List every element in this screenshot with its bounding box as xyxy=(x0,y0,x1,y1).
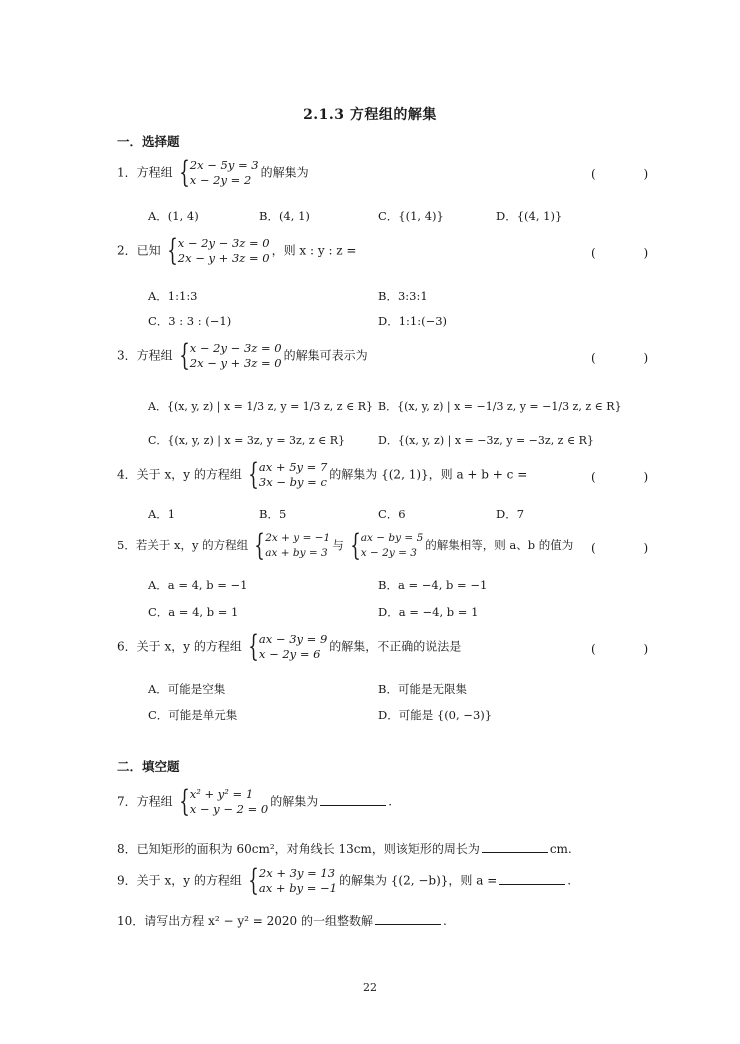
question-1 xyxy=(117,155,309,190)
question-8 xyxy=(117,841,572,857)
option-d: D．{(4, 1)} xyxy=(496,209,563,223)
question-7 xyxy=(117,784,393,819)
equation: x − 2y = 3 xyxy=(360,547,417,559)
equation: 2x − y + 3z = 0 xyxy=(177,251,270,265)
question-text: 10．请写出方程 x² − y² = 2020 的一组整数解 xyxy=(117,914,373,928)
answer-parentheses: ( ) xyxy=(591,167,671,181)
question-text: 与 xyxy=(332,538,344,552)
page-title: 2.1.3 方程组的解集 xyxy=(303,107,437,123)
question-number: 6． xyxy=(117,639,137,654)
option-c: C．可能是单元集 xyxy=(148,708,238,722)
question-text: 方程组 xyxy=(136,348,173,363)
question-number: 1． xyxy=(117,165,137,180)
question-text: 8．已知矩形的面积为 60cm²，对角线长 13cm，则该矩形的周长为 xyxy=(117,842,480,856)
equation: ax − 3y = 9 xyxy=(258,632,328,646)
question-text: 方程组 xyxy=(136,165,173,180)
equation-system: { ax − by = 5 x − 2y = 3 xyxy=(349,528,424,563)
question-number: 9． xyxy=(117,873,137,888)
question-10 xyxy=(117,913,447,929)
answer-parentheses: ( ) xyxy=(591,541,671,555)
equation: ax − by = 5 xyxy=(360,532,424,544)
option-c: C．{(x, y, z) | x = 3z, y = 3z, z ∈ R} xyxy=(148,434,346,447)
question-3 xyxy=(117,338,368,373)
equation: x − y − 2 = 0 xyxy=(189,802,269,816)
option-b: B．a = −4, b = −1 xyxy=(378,578,488,592)
equation-system: { ax + 5y = 7 3x − by = c xyxy=(248,457,328,492)
question-4 xyxy=(117,457,528,492)
option-b: B．{(x, y, z) | x = −1/3 z, y = −1/3 z, z ∈ R} xyxy=(378,400,622,413)
answer-parentheses: ( ) xyxy=(591,351,671,365)
option-d: D．a = −4, b = 1 xyxy=(378,605,479,619)
option-a: A．1:1:3 xyxy=(148,289,198,303)
option-c: C．3 : 3 : (−1) xyxy=(148,314,232,328)
equation-system: { 2x + 3y = 13 ax + by = −1 xyxy=(248,863,337,898)
question-number: 4． xyxy=(117,467,137,482)
equation: ax + by = −1 xyxy=(258,881,337,895)
equation-system: { 2x − 5y = 3 x − 2y = 2 xyxy=(178,155,259,190)
equation: 2x + y = −1 xyxy=(265,532,331,544)
page-number: 22 xyxy=(363,981,377,994)
question-end: . xyxy=(567,873,572,888)
option-c: C．{(1, 4)} xyxy=(378,209,444,223)
section-heading-fill-blank: 二．填空题 xyxy=(117,759,180,774)
option-a: A．可能是空集 xyxy=(148,682,226,696)
option-a: A．{(x, y, z) | x = 1/3 z, y = 1/3 z, z ∈ R} xyxy=(148,400,373,413)
equation: x² + y² = 1 xyxy=(189,787,254,801)
equation: x − 2y = 6 xyxy=(258,647,321,661)
equation: 2x − 5y = 3 xyxy=(189,158,259,172)
equation: 3x − by = c xyxy=(258,475,327,489)
answer-blank[interactable] xyxy=(499,873,565,885)
equation-system: { x − 2y − 3z = 0 2x − y + 3z = 0 xyxy=(166,233,270,268)
equation: x − 2y = 2 xyxy=(189,173,252,187)
question-text: 关于 x，y 的方程组 xyxy=(136,467,242,482)
equation: ax + 5y = 7 xyxy=(258,460,328,474)
equation: 2x + 3y = 13 xyxy=(258,866,336,880)
question-text: 的解集为 {(2, −b)}，则 a = xyxy=(338,873,498,888)
option-d: D．7 xyxy=(496,507,525,521)
question-end: . xyxy=(388,794,393,809)
equation: x − 2y − 3z = 0 xyxy=(189,341,282,355)
option-b: B．5 xyxy=(259,507,287,521)
equation-system: { 2x + y = −1 ax + by = 3 xyxy=(254,528,331,563)
option-c: C．a = 4, b = 1 xyxy=(148,605,239,619)
equation-system: { x − 2y − 3z = 0 2x − y + 3z = 0 xyxy=(178,338,282,373)
question-text: 的解集相等，则 a、b 的值为 xyxy=(425,538,574,552)
question-number: 2． xyxy=(117,243,137,258)
answer-parentheses: ( ) xyxy=(591,246,671,260)
question-text: 已知 xyxy=(136,243,161,258)
question-text: 的解集为 xyxy=(260,165,309,180)
option-d: D．1:1:(−3) xyxy=(378,314,448,328)
answer-parentheses: ( ) xyxy=(591,470,671,484)
option-d: D．可能是 {(0, −3)} xyxy=(378,708,493,722)
section-heading-choice: 一．选择题 xyxy=(117,134,180,149)
question-text: 的解集可表示为 xyxy=(283,348,368,363)
option-a: A．a = 4, b = −1 xyxy=(148,578,248,592)
answer-parentheses: ( ) xyxy=(591,642,671,656)
option-b: B．可能是无限集 xyxy=(378,682,467,696)
answer-blank[interactable] xyxy=(320,794,386,806)
option-a: A．(1, 4) xyxy=(148,209,199,223)
question-text: 方程组 xyxy=(136,794,173,809)
question-6 xyxy=(117,629,462,664)
question-text: 的解集为 xyxy=(270,794,319,809)
equation-system: { x² + y² = 1 x − y − 2 = 0 xyxy=(178,784,269,819)
answer-blank[interactable] xyxy=(375,913,441,925)
question-5 xyxy=(117,528,574,563)
question-text: 若关于 x，y 的方程组 xyxy=(135,538,249,552)
question-2 xyxy=(117,233,357,268)
question-end: cm. xyxy=(549,842,572,856)
question-text: ，则 x : y : z = xyxy=(271,243,357,258)
option-b: B．3:3:1 xyxy=(378,289,428,303)
question-9 xyxy=(117,863,572,898)
question-text: 的解集为 {(2, 1)}，则 a + b + c = xyxy=(329,467,528,482)
question-text: 关于 x，y 的方程组 xyxy=(136,639,242,654)
equation-system: { ax − 3y = 9 x − 2y = 6 xyxy=(248,629,328,664)
option-c: C．6 xyxy=(378,507,406,521)
question-end: . xyxy=(442,914,447,928)
option-a: A．1 xyxy=(148,507,176,521)
question-number: 3． xyxy=(117,348,137,363)
question-number: 7． xyxy=(117,794,137,809)
question-number: 5． xyxy=(117,538,136,552)
option-d: D．{(x, y, z) | x = −3z, y = −3z, z ∈ R} xyxy=(378,434,594,447)
question-text: 关于 x，y 的方程组 xyxy=(136,873,242,888)
equation: ax + by = 3 xyxy=(265,547,328,559)
equation: x − 2y − 3z = 0 xyxy=(177,236,270,250)
question-text: 的解集，不正确的说法是 xyxy=(329,639,462,654)
answer-blank[interactable] xyxy=(482,841,548,853)
option-b: B．(4, 1) xyxy=(259,209,310,223)
equation: 2x − y + 3z = 0 xyxy=(189,356,282,370)
